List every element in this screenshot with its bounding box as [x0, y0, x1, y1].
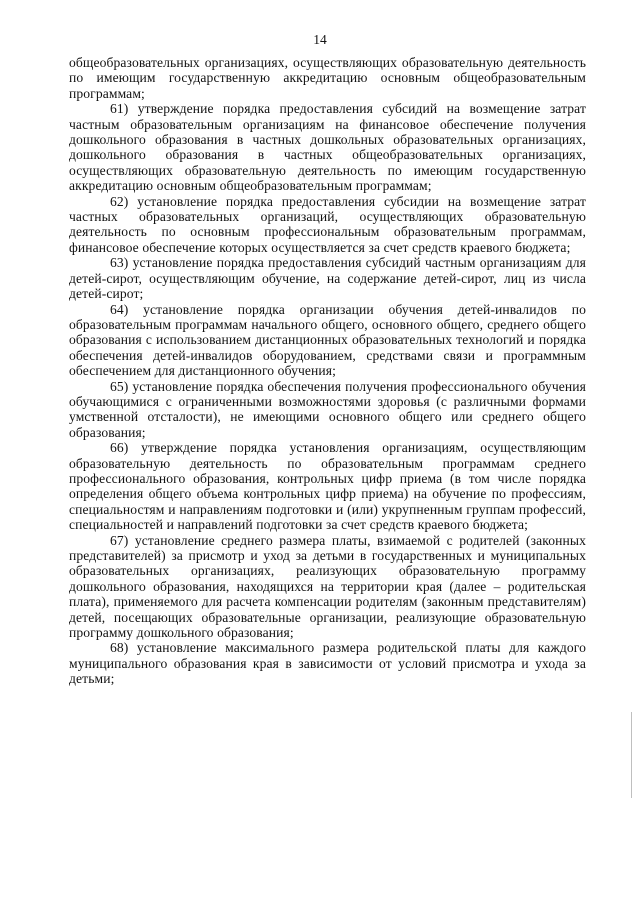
paragraph-item-63: 63) установление порядка предоставления субсидий частным организациям для детей-сирот, осуществляющим обучение, на содержание детей-сирот, лиц из числа детей-сирот; [69, 255, 586, 302]
scan-margin-line [631, 712, 632, 798]
paragraph-item-67: 67) установление среднего размера платы, взимаемой с родителей (законных представителей) за присмотр и уход за детьми в государственных и муниципальных образовательных организациях, реализующих образовательную программу дошкольного образования, находящихся на территории края (далее – родительская плата), применяемого для расчета компенсации родителям (законным представителям) детей, посещающих образовательные организации, реализующие образовательную программу дошкольного образования; [69, 532, 586, 641]
paragraph-item-66: 66) утверждение порядка установления организациям, осуществляющим образовательную деятельность по образовательным программам среднего профессионального образования, контрольных цифр приема (в том числе порядка определения общего объема контрольных цифр приема) на обучение по профессиям, специальностям и направлениям подготовки и (или) укрупненным группам профессий, специальностей и направлений подготовки за счет средств краевого бюджета; [69, 440, 586, 533]
paragraph-continuation: общеобразовательных организациях, осуществляющих образовательную деятельность по имеющим государственную аккредитацию основным общеобразовательным программам; [69, 55, 586, 101]
page-number: 14 [313, 32, 327, 47]
paragraph-item-62: 62) установление порядка предоставления субсидии на возмещение затрат частных образовательных организаций, осуществляющих образовательную деятельность по основным профессиональным образовательным программам, финансовое обеспечение которых осуществляется за счет средств краевого бюджета; [69, 193, 586, 255]
paragraph-item-61: 61) утверждение порядка предоставления субсидий на возмещение затрат частным образовательным организациям на финансовое обеспечение получения дошкольного образования в частных дошкольных образовательных организациях, дошкольного образования в частных общеобразовательных организациях, осуществляющих образовательную деятельность по имеющим государственную аккредитацию основным общеобразовательным программам; [69, 101, 586, 194]
document-body [69, 55, 586, 687]
paragraph-item-64: 64) установление порядка организации обучения детей-инвалидов по образовательным программам начального общего, основного общего, среднего общего образования с использованием дистанционных образовательных технологий и порядка обеспечения детей-инвалидов оборудованием, средствами связи и программным обеспечением для дистанционного обучения; [69, 301, 586, 379]
paragraph-item-68: 68) установление максимального размера родительской платы для каждого муниципального образования края в зависимости от условий присмотра и ухода за детьми; [69, 640, 586, 687]
paragraph-item-65: 65) установление порядка обеспечения получения профессионального обучения обучающимися с ограниченными возможностями здоровья (с различными формами умственной отсталости), не имеющими основного общего или среднего общего образования; [69, 378, 586, 440]
